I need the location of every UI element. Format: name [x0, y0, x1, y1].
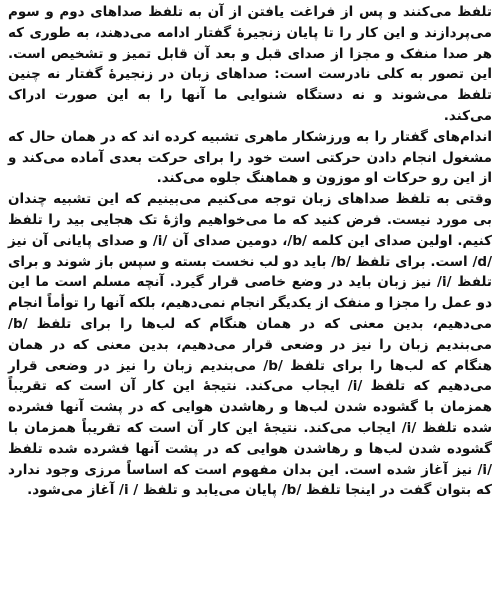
paragraph-2: اندام‌های گفتار را به ورزشکار ماهری تشبیه کرده اند که در همان حال که مشغول انجام دادن حرکتی است خود را برای حرکت بعدی آماده می‌کند و از این رو حرکات او موزون و هماهنگ جلوه می‌کند.	[8, 128, 492, 187]
paragraph-3: وقتی به تلفظ صداهای زبان توجه می‌کنیم می‌بینیم که این تشبیه چندان بی مورد نیست. فرض کنید که ما می‌خواهیم واژهٔ تک هجایی بید را تلفظ کنیم. اولین صدای این کلمه /b/، دومین صدای آن /i/ و صدای پایانی آن نیز /d/ است. برای تلفظ /b/ باید دو لب نخست بسته و سپس باز شوند و برای تلفظ /i/ نیز زبان باید در وضع خاصی قرار گیرد. آنچه مسلم است ما این دو عمل را مجزا و منفک از یکدیگر انجام نمی‌دهیم، بلکه آنها را توأماً انجام می‌دهیم، بدین معنی که در همان هنگام که لب‌ها را برای تلفظ /b/ می‌بندیم زبان را نیز در وضعی قرار می‌دهیم، بدین معنی که در همان هنگام که لب‌ها را برای تلفظ /b/ می‌بندیم زبان را نیز در وضعی قرار می‌دهیم که تلفظ /i/ ایجاب می‌کند. نتیجهٔ این کار آن است که تقریباً همزمان با گشوده شدن لب‌ها و رهاشدن هوایی که در پشت آنها فشرده شده تلفظ /i/ ایجاب می‌کند. نتیجهٔ این کار آن است که تقریباً همزمان با گشوده شدن لب‌ها و رهاشدن هوایی که در پشت آنها فشرده شده تلفظ /i/ نیز آغاز شده است. این بدان مفهوم است که اساساً مرزی وجود ندارد که بتوان گفت در اینجا تلفظ /b/ پایان می‌یابد و تلفظ / i/ آغاز می‌شود.	[8, 191, 493, 499]
document-page	[8, 2, 492, 598]
paragraph-1: تلفظ می‌کنند و پس از فراغت یافتن از آن به تلفظ صداهای دوم و سوم می‌پردازند و این کار را تا پایان زنجیرهٔ گفتار ادامه می‌دهند، به طوری که هر صدا منفک و مجزا از صدای قبل و بعد آن قابل تمیز و تشخیص است. این تصور به کلی نادرست است: صداهای زبان در زنجیرهٔ گفتار نه چنین تلفظ می‌شوند و نه دستگاه شنوایی ما آنها را به این صورت ادراک می‌کند.	[8, 4, 492, 124]
